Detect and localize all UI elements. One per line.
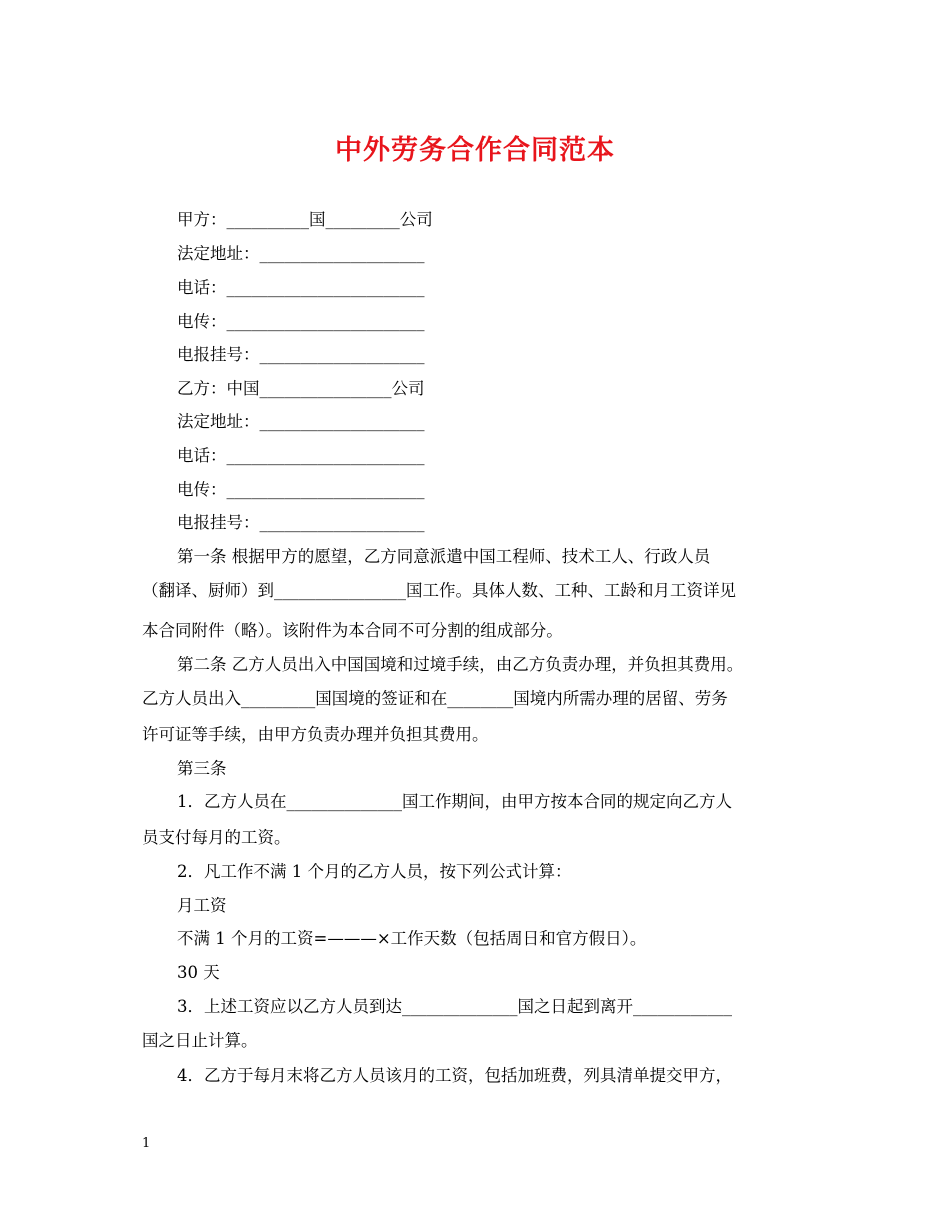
party-a-address: 法定地址：____________________	[177, 244, 425, 263]
article1-line3: 本合同附件（略）。该附件为本合同不可分割的组成部分。	[142, 621, 563, 640]
party-a-phone: 电话：________________________	[177, 278, 425, 297]
article3-item3-line2: 国之日止计算。	[142, 1031, 258, 1050]
article3-item3-line1: 3．上述工资应以乙方人员到达______________国之日起到离开____________	[177, 997, 732, 1016]
formula-numerator: 月工资	[177, 896, 227, 915]
article3-item1-line1: 1．乙方人员在______________国工作期间，由甲方按本合同的规定向乙方人	[177, 792, 732, 811]
article3-item2: 2．凡工作不满 1 个月的乙方人员，按下列公式计算：	[177, 862, 572, 881]
party-b-address: 法定地址：____________________	[177, 412, 425, 431]
party-b-name: 乙方：中国________________公司	[177, 379, 425, 398]
article3-heading: 第三条	[177, 759, 227, 778]
article2-line1: 第二条 乙方人员出入中国国境和过境手续，由乙方负责办理，并负担其费用。	[177, 655, 744, 674]
article1-line1: 第一条 根据甲方的愿望，乙方同意派遣中国工程师、技术工人、行政人员	[177, 547, 711, 566]
party-a-fax: 电传：________________________	[177, 312, 425, 331]
page-number: 1	[142, 1136, 151, 1151]
document-title: 中外劳务合作合同范本	[335, 135, 615, 166]
party-b-fax: 电传：________________________	[177, 480, 425, 499]
party-a-name: 甲方：__________国_________公司	[177, 210, 433, 229]
party-b-cable: 电报挂号：____________________	[177, 513, 425, 532]
article3-item1-line2: 员支付每月的工资。	[142, 828, 291, 847]
article3-item4: 4．乙方于每月末将乙方人员该月的工资，包括加班费，列具清单提交甲方，	[177, 1066, 732, 1085]
party-b-phone: 电话：________________________	[177, 446, 425, 465]
party-a-cable: 电报挂号：____________________	[177, 345, 425, 364]
article1-line2: （翻译、厨师）到________________国工作。具体人数、工种、工龄和月工资详见	[142, 581, 736, 600]
formula-line: 不满 1 个月的工资=———×工作天数（包括周日和官方假日）。	[177, 929, 647, 948]
article2-line2: 乙方人员出入_________国国境的签证和在________国境内所需办理的居留、劳务	[142, 689, 728, 708]
article2-line3: 许可证等手续，由甲方负责办理并负担其费用。	[142, 725, 489, 744]
formula-denominator: 30 天	[177, 963, 220, 982]
